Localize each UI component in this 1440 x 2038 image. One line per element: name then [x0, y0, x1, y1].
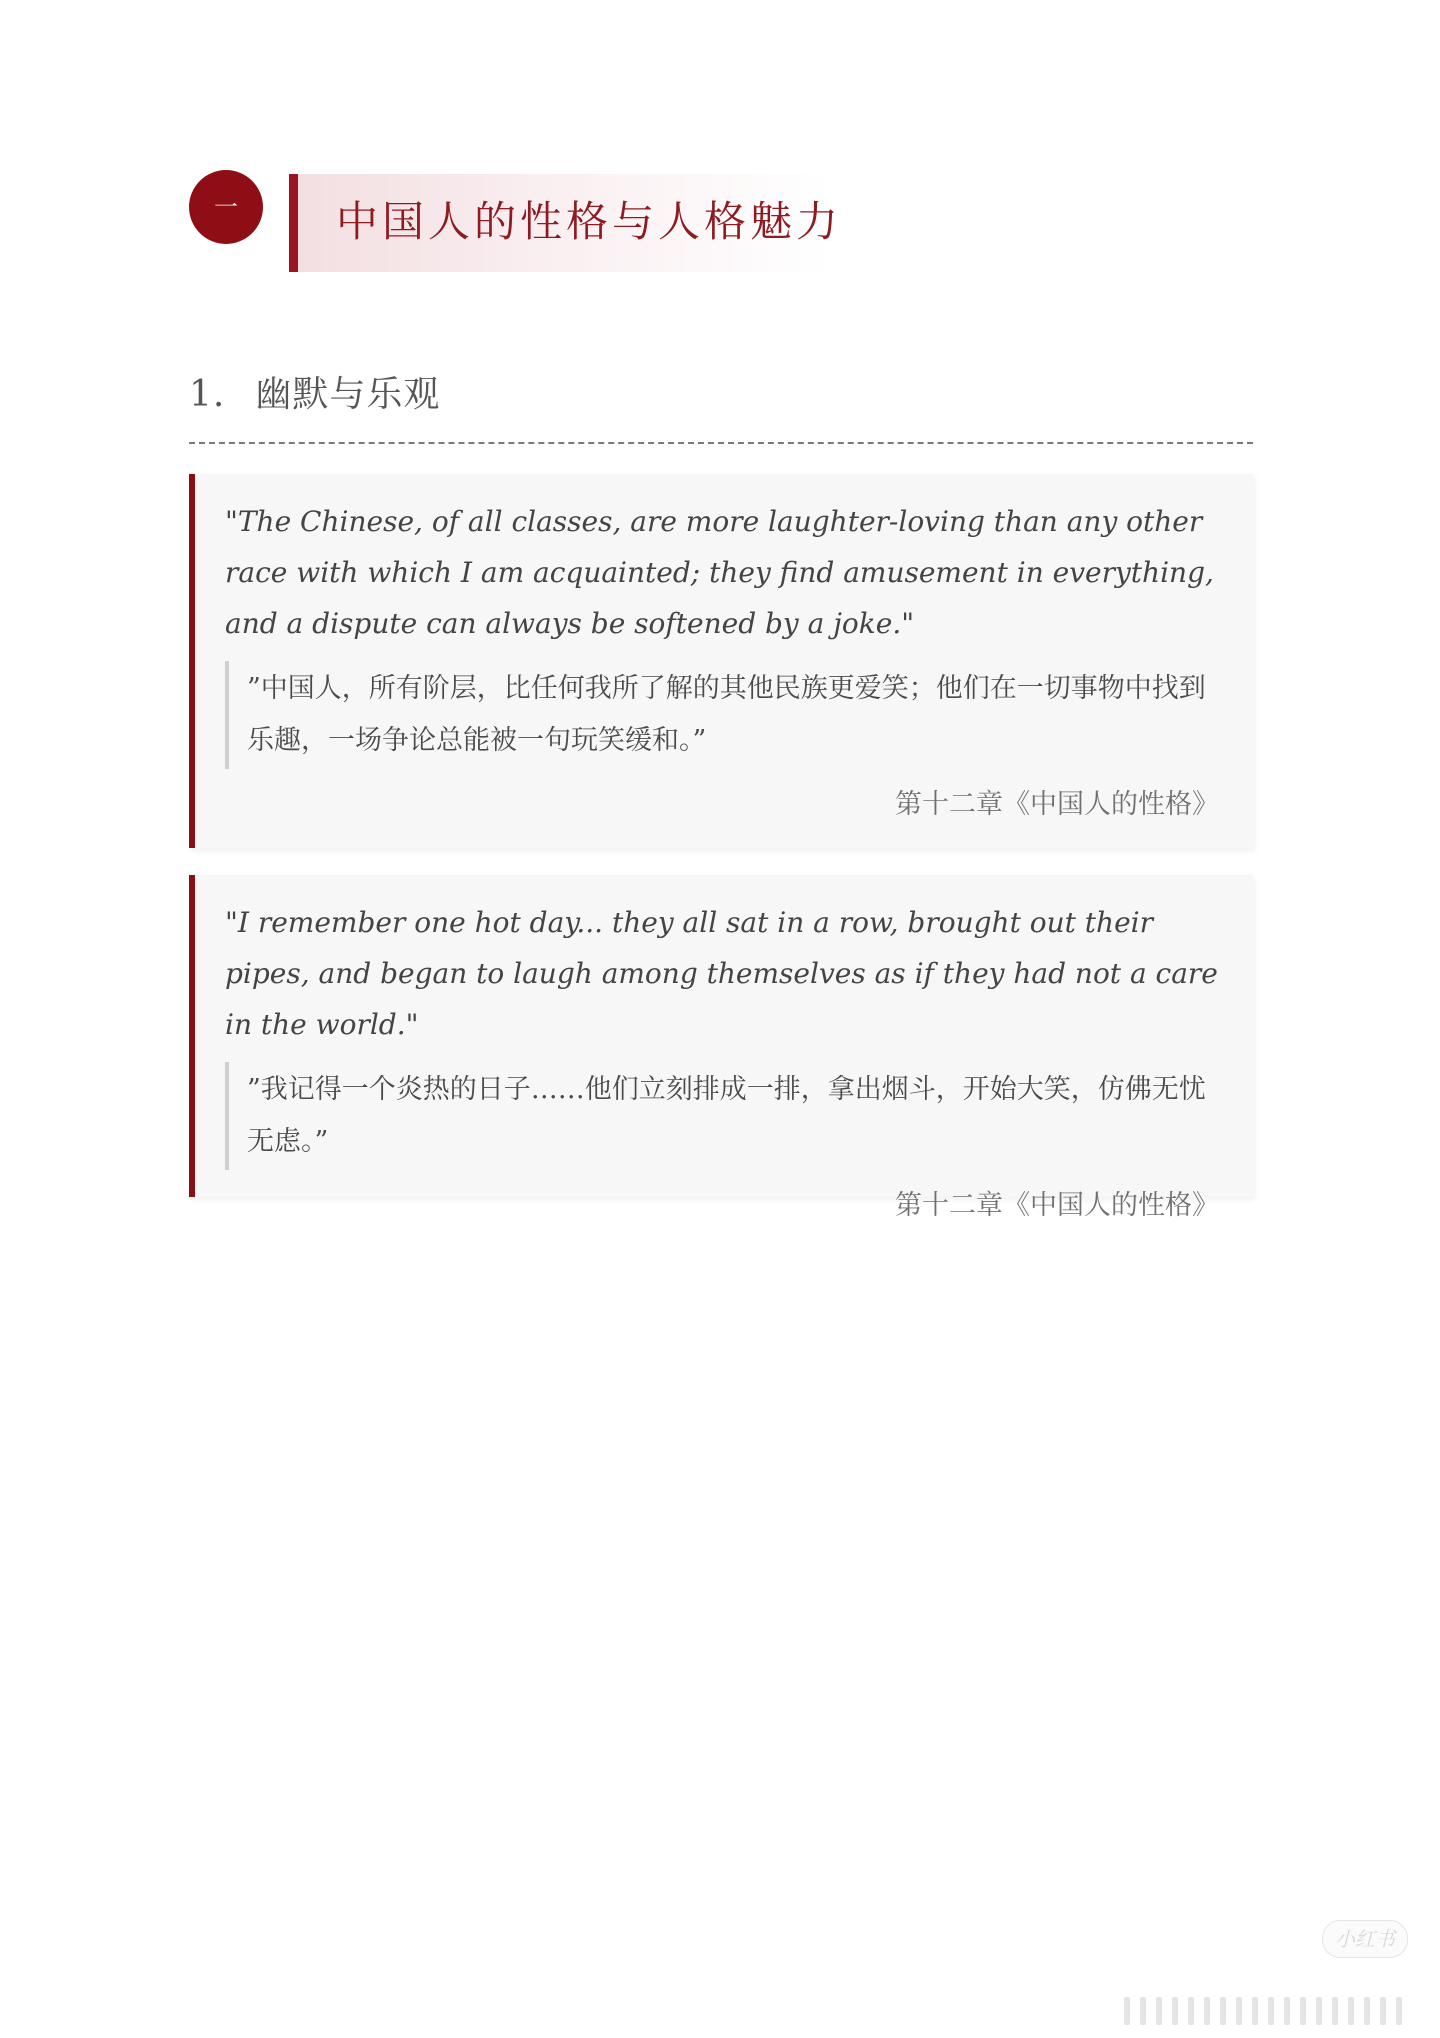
page-dot [1300, 1997, 1306, 2025]
chapter-number-badge: 一 [189, 170, 263, 244]
page-dot [1364, 1997, 1370, 2025]
section-divider [189, 442, 1253, 444]
section-heading [189, 370, 440, 420]
page-indicator [1124, 1997, 1424, 2027]
watermark-logo: 小红书 [1322, 1920, 1408, 1958]
page-dot [1156, 1997, 1162, 2025]
page-dot [1252, 1997, 1258, 2025]
page-dot [1220, 1997, 1226, 2025]
page-dot [1172, 1997, 1178, 2025]
page-dot [1380, 1997, 1386, 2025]
quote-english: "The Chinese, of all classes, are more laughter-loving than any other race with which I am acquainted; they find amusement in everything, and a dispute can always be softened by a joke." [225, 505, 1214, 640]
section-title: 幽默与乐观 [255, 374, 441, 415]
quote-card [189, 875, 1253, 1221]
page-dot [1268, 1997, 1274, 2025]
section-number: 1. [189, 374, 226, 415]
quote-chinese-translation: ”我记得一个炎热的日子……他们立刻排成一排，拿出烟斗，开始大笑，仿佛无忧无虑。” [225, 1062, 1219, 1170]
page-dot [1188, 1997, 1194, 2025]
quote-source: 第十二章《中国人的性格》 [895, 1190, 1219, 1221]
page-dot [1236, 1997, 1242, 2025]
page-dot [1396, 1997, 1402, 2025]
quote-card [189, 474, 1253, 848]
page-dot [1332, 1997, 1338, 2025]
page-dot [1348, 1997, 1354, 2025]
page-dot [1204, 1997, 1210, 2025]
chapter-title: 中国人的性格与人格魅力 [336, 197, 843, 246]
page-dot [1124, 1997, 1130, 2025]
page-dot [1140, 1997, 1146, 2025]
page-dot [1284, 1997, 1290, 2025]
chapter-title-banner [289, 174, 843, 272]
quote-english: "I remember one hot day... they all sat in a row, brought out their pipes, and began to laugh among themselves as if they had not a care in the world." [225, 906, 1218, 1041]
page-dot [1316, 1997, 1322, 2025]
quote-chinese-translation: ”中国人，所有阶层，比任何我所了解的其他民族更爱笑；他们在一切事物中找到乐趣，一场争论总能被一句玩笑缓和。” [225, 661, 1219, 769]
quote-source: 第十二章《中国人的性格》 [895, 789, 1219, 820]
